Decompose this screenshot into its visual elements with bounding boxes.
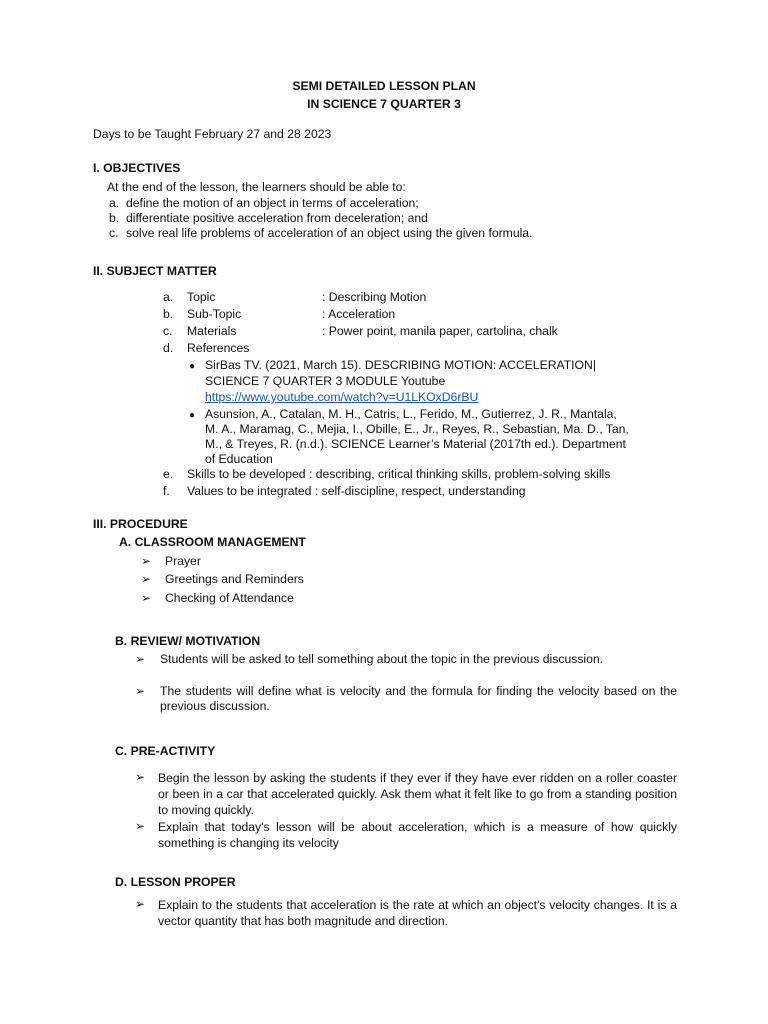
- pre-activity-item-2: Explain that today's lesson will be about acceleration, which is a measure of how quickly something is changing its velocity: [158, 820, 677, 850]
- classroom-item-greetings: Greetings and Reminders: [165, 572, 304, 586]
- reference-1-line-2: SCIENCE 7 QUARTER 3 MODULE Youtube: [205, 374, 446, 388]
- arrow-bullet-icon: ➢: [135, 770, 146, 784]
- materials-label: Materials: [187, 324, 237, 338]
- objectives-heading: I. OBJECTIVES: [93, 161, 181, 175]
- review-item-2: The students will define what is velocity and the formula for finding the velocity based on the previous discussion.: [160, 684, 677, 713]
- objectives-intro: At the end of the lesson, the learners should be able to:: [107, 180, 406, 194]
- topic-label: Topic: [187, 290, 216, 304]
- objective-marker-a: a.: [109, 196, 120, 210]
- classroom-management-heading: A. CLASSROOM MANAGEMENT: [119, 535, 306, 549]
- procedure-heading: III. PROCEDURE: [93, 517, 188, 531]
- arrow-bullet-icon: ➢: [141, 554, 152, 568]
- reference-1-link[interactable]: https://www.youtube.com/watch?v=U1LKOxD6rBU: [205, 390, 479, 404]
- objective-marker-b: b.: [109, 211, 120, 225]
- objective-c: solve real life problems of acceleration of an object using the given formula.: [126, 226, 533, 240]
- objective-b: differentiate positive acceleration from deceleration; and: [126, 211, 428, 225]
- reference-2-line-3: M., & Treyes, R. (n.d.). SCIENCE Learner’s Material (2017th ed.). Department: [205, 437, 626, 451]
- subject-marker-c: c.: [163, 324, 173, 338]
- arrow-bullet-icon: ➢: [141, 572, 152, 586]
- bullet-icon: ●: [189, 410, 196, 421]
- pre-activity-heading: C. PRE-ACTIVITY: [115, 744, 216, 758]
- subject-marker-b: b.: [163, 307, 174, 321]
- review-motivation-heading: B. REVIEW/ MOTIVATION: [115, 634, 261, 648]
- subject-matter-heading: II. SUBJECT MATTER: [93, 264, 217, 278]
- pre-activity-item-1: Begin the lesson by asking the students if they ever if they have ever ridden on a roller coaster or been in a car that accelerated quickly. Ask them what it felt like to go from a standing position to moving quickly.: [158, 771, 677, 817]
- skills-to-develop: Skills to be developed : describing, critical thinking skills, problem-solving skills: [187, 467, 611, 481]
- subject-marker-d: d.: [163, 341, 174, 355]
- arrow-bullet-icon: ➢: [135, 897, 146, 911]
- materials-value: : Power point, manila paper, cartolina, chalk: [322, 324, 558, 338]
- reference-1-line-1: SirBas TV. (2021, March 15). DESCRIBING MOTION: ACCELERATION|: [205, 358, 597, 372]
- subject-marker-e: e.: [163, 467, 174, 481]
- subject-marker-f: f.: [163, 484, 170, 498]
- subtopic-label: Sub-Topic: [187, 307, 242, 321]
- reference-2-line-2: M. A., Maramag, C., Mejia, I., Obille, E., Jr., Reyes, R., Sebastian, Ma. D., Tan,: [205, 422, 629, 436]
- classroom-item-prayer: Prayer: [165, 554, 201, 568]
- bullet-icon: ●: [189, 361, 196, 372]
- lesson-proper-heading: D. LESSON PROPER: [115, 875, 236, 889]
- reference-2-line-4: of Education: [205, 452, 273, 466]
- objective-marker-c: c.: [109, 226, 119, 240]
- arrow-bullet-icon: ➢: [135, 652, 146, 666]
- objective-a: define the motion of an object in terms of acceleration;: [126, 196, 419, 210]
- topic-value: : Describing Motion: [322, 290, 427, 304]
- lesson-proper-item-1: Explain to the students that acceleration is the rate at which an object's velocity changes. It is a vector quantity that has both magnitude and direction.: [158, 898, 677, 928]
- days-to-be-taught: Days to be Taught February 27 and 28 2023: [93, 127, 332, 141]
- arrow-bullet-icon: ➢: [141, 591, 152, 605]
- arrow-bullet-icon: ➢: [135, 819, 146, 833]
- subject-marker-a: a.: [163, 290, 174, 304]
- title-line-2: IN SCIENCE 7 QUARTER 3: [307, 97, 461, 111]
- reference-2-line-1: Asunsion, A., Catalan, M. H., Catris, L., Ferido, M., Gutierrez, J. R., Mantala,: [205, 407, 617, 421]
- arrow-bullet-icon: ➢: [135, 684, 146, 698]
- review-item-1: Students will be asked to tell something about the topic in the previous discussion.: [160, 652, 604, 666]
- values-to-integrate: Values to be integrated : self-discipline, respect, understanding: [187, 484, 526, 498]
- title-line-1: SEMI DETAILED LESSON PLAN: [292, 79, 476, 93]
- references-label: References: [187, 341, 250, 355]
- subtopic-value: : Acceleration: [322, 307, 396, 321]
- classroom-item-attendance: Checking of Attendance: [165, 591, 294, 605]
